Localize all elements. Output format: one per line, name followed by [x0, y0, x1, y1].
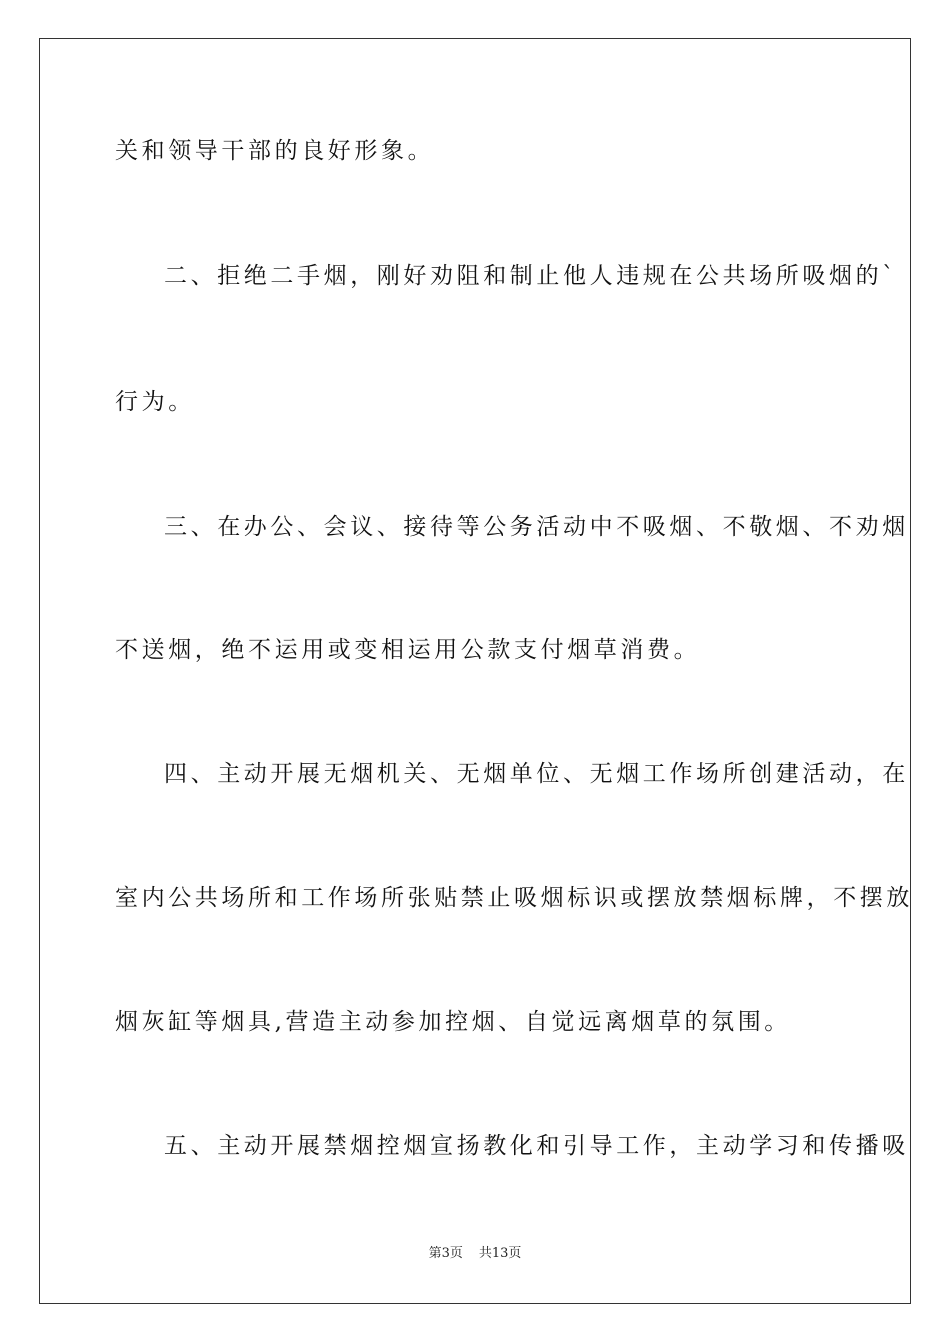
page-total: 共13页 [478, 1246, 522, 1261]
text-line-8: 烟灰缸等烟具,营造主动参加控烟、自觉远离烟草的氛围。 [115, 1009, 791, 1035]
page-number: 第3页 [428, 1246, 463, 1261]
text-line-2: 二、拒绝二手烟，刚好劝阻和制止他人违规在公共场所吸烟的` [164, 263, 898, 289]
text-line-7: 室内公共场所和工作场所张贴禁止吸烟标识或摆放禁烟标牌，不摆放 [115, 885, 913, 911]
page-footer [0, 1245, 950, 1263]
text-line-4: 三、在办公、会议、接待等公务活动中不吸烟、不敬烟、不劝烟 [164, 514, 909, 540]
text-line-1: 关和领导干部的良好形象。 [115, 138, 435, 164]
text-line-3: 行为。 [115, 389, 195, 415]
page-border [39, 38, 911, 1304]
text-line-6: 四、主动开展无烟机关、无烟单位、无烟工作场所创建活动，在 [164, 761, 909, 787]
text-line-9: 五、主动开展禁烟控烟宣扬教化和引导工作，主动学习和传播吸 [164, 1133, 909, 1159]
text-line-5: 不送烟，绝不运用或变相运用公款支付烟草消费。 [115, 637, 701, 663]
